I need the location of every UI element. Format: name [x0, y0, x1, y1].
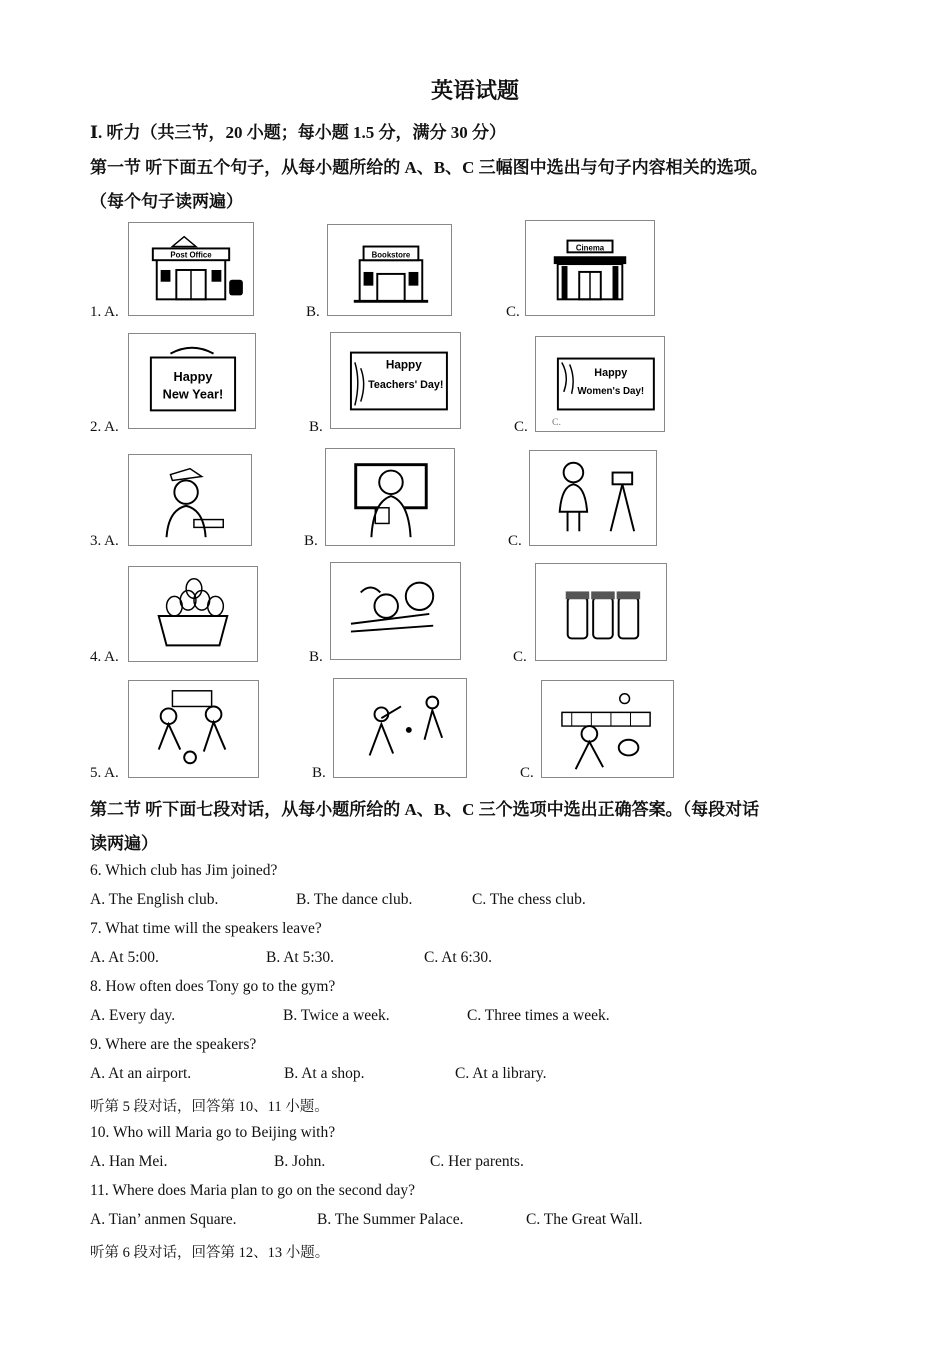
- answer-option-a[interactable]: A. At 5:00.: [90, 949, 159, 966]
- answer-option-c[interactable]: C. Her parents.: [430, 1153, 524, 1170]
- answer-option-a[interactable]: A. Tian’ anmen Square.: [90, 1211, 237, 1228]
- scan-mark: C.: [552, 417, 562, 429]
- answer-option-c[interactable]: C. At a library.: [455, 1065, 547, 1082]
- teacher-picture[interactable]: [325, 448, 455, 546]
- question-text: 8. How often does Tony go to the gym?: [90, 978, 336, 995]
- question-text: 7. What time will the speakers leave?: [90, 920, 322, 937]
- question-text: 11. Where does Maria plan to go on the second day?: [90, 1182, 415, 1199]
- answer-option-b[interactable]: B. The Summer Palace.: [317, 1211, 464, 1228]
- option-label: B.: [306, 304, 320, 320]
- dialogue-note: 听第 5 段对话，回答第 10、11 小题。: [90, 1099, 329, 1115]
- option-label: C.: [506, 304, 520, 320]
- option-label: C.: [520, 765, 534, 781]
- bookstore-picture[interactable]: [327, 224, 452, 316]
- question-text: 10. Who will Maria go to Beijing with?: [90, 1124, 336, 1141]
- answer-option-b[interactable]: B. The dance club.: [296, 891, 413, 908]
- option-label: 1. A.: [90, 304, 119, 320]
- option-label: 5. A.: [90, 765, 119, 781]
- card-text: Teachers' Day!: [368, 378, 444, 391]
- option-label: 2. A.: [90, 419, 119, 435]
- answer-option-a[interactable]: A. At an airport.: [90, 1065, 192, 1082]
- card-text: Happy: [385, 358, 422, 372]
- answer-option-c[interactable]: C. Three times a week.: [467, 1007, 610, 1024]
- answer-option-c[interactable]: C. At 6:30.: [424, 949, 493, 966]
- part2-instruction-cont: 读两遍）: [90, 834, 158, 853]
- answer-option-b[interactable]: B. At a shop.: [284, 1065, 365, 1082]
- new-year-card-picture[interactable]: [128, 333, 256, 429]
- option-label: 4. A.: [90, 649, 119, 665]
- nurse-picture[interactable]: [128, 454, 252, 546]
- reporter-picture[interactable]: [529, 450, 657, 546]
- answer-option-a[interactable]: A. Every day.: [90, 1007, 176, 1024]
- vegetables-picture[interactable]: [330, 562, 461, 660]
- option-label: B.: [309, 419, 323, 435]
- answer-option-a[interactable]: A. Han Mei.: [90, 1153, 168, 1170]
- teachers-day-card-picture[interactable]: [330, 332, 461, 429]
- card-text: Women's Day!: [577, 385, 645, 397]
- answer-option-b[interactable]: B. John.: [274, 1153, 326, 1170]
- dialogue-note: 听第 6 段对话，回答第 12、13 小题。: [90, 1245, 330, 1261]
- section-heading: Ⅰ. 听力（共三节，20 小题；每小题 1.5 分，满分 30 分）: [90, 123, 506, 142]
- option-label: B.: [309, 649, 323, 665]
- part2-instruction: 第二节 听下面七段对话，从每小题所给的 A、B、C 三个选项中选出正确答案。（每段对话: [90, 800, 760, 819]
- football-picture[interactable]: [128, 680, 259, 778]
- option-label: C.: [513, 649, 527, 665]
- answer-option-c[interactable]: C. The chess club.: [472, 891, 586, 908]
- yogurt-jars-picture[interactable]: [535, 563, 667, 661]
- card-text: Happy: [594, 367, 628, 380]
- eggs-basket-picture[interactable]: [128, 566, 258, 662]
- option-label: B.: [312, 765, 326, 781]
- post-office-sign: Post Office: [170, 250, 212, 260]
- part1-instruction: 第一节 听下面五个句子，从每小题所给的 A、B、C 三幅图中选出与句子内容相关的选项。: [90, 158, 768, 177]
- post-office-picture[interactable]: [128, 222, 254, 316]
- bookstore-sign: Bookstore: [371, 250, 411, 260]
- option-label: C.: [514, 419, 528, 435]
- card-text: Happy: [173, 369, 213, 384]
- answer-option-c[interactable]: C. The Great Wall.: [526, 1211, 643, 1228]
- cinema-picture[interactable]: [525, 220, 655, 316]
- option-label: B.: [304, 533, 318, 549]
- part1-instruction-cont: （每个句子读两遍）: [90, 192, 243, 211]
- answer-option-a[interactable]: A. The English club.: [90, 891, 219, 908]
- card-text: New Year!: [162, 386, 224, 402]
- option-label: C.: [508, 533, 522, 549]
- question-text: 6. Which club has Jim joined?: [90, 862, 278, 879]
- answer-option-b[interactable]: B. At 5:30.: [266, 949, 335, 966]
- page-title: 英语试题: [430, 78, 519, 103]
- womens-day-card-picture[interactable]: [535, 336, 665, 432]
- question-text: 9. Where are the speakers?: [90, 1036, 257, 1053]
- option-label: 3. A.: [90, 533, 119, 549]
- answer-option-b[interactable]: B. Twice a week.: [283, 1007, 390, 1024]
- cinema-sign: Cinema: [575, 243, 605, 253]
- tennis-picture[interactable]: [541, 680, 674, 778]
- baseball-picture[interactable]: [333, 678, 467, 778]
